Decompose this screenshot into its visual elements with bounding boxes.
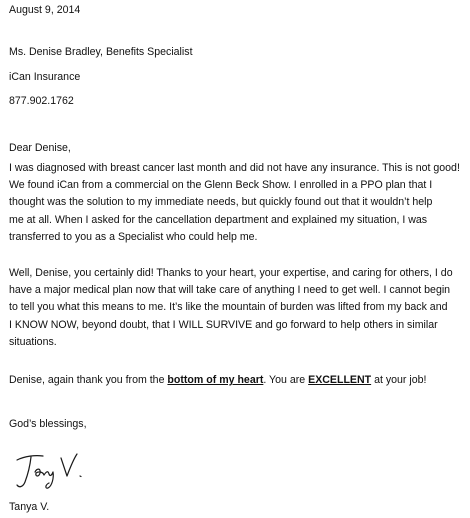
paragraph-line: We found iCan from a commercial on the Glenn Beck Show. I enrolled in a PPO plan that I: [9, 179, 433, 192]
paragraph-gratitude: [9, 265, 464, 351]
recipient-block: [9, 44, 193, 118]
thanks-text: . You are: [263, 374, 309, 386]
thanks-text: Denise, again thank you from the: [9, 374, 168, 386]
emphasis-bottom-of-heart: bottom of my heart: [167, 374, 264, 386]
paragraph-line: situations.: [9, 335, 57, 348]
paragraph-line: I was diagnosed with breast cancer last month and did not have any insurance. This is not good!: [9, 162, 460, 174]
paragraph-diagnosis: [9, 160, 464, 246]
paragraph-line: me at all. When I asked for the cancellation department and explained my situation, I was: [9, 213, 428, 226]
paragraph-line: I KNOW NOW, beyond doubt, that I WILL SURVIVE and go forward to help others in similar: [9, 318, 438, 331]
greeting: Dear Denise,: [9, 142, 71, 154]
signer-name: Tanya V.: [9, 501, 50, 513]
paragraph-thanks: [9, 372, 426, 389]
paragraph-line: thought was the solution to my immediate needs, but quickly found out that it wouldn’t help: [9, 196, 433, 209]
thanks-text: at your job!: [371, 374, 427, 386]
paragraph-line: have a major medical plan now that will take care of anything I need to get well. I cannot begin: [9, 284, 451, 297]
recipient-phone: 877.902.1762: [9, 95, 74, 107]
letter-date: August 9, 2014: [9, 4, 81, 16]
paragraph-line: transferred to you as a Specialist who could help me.: [9, 230, 258, 243]
recipient-name-title: Ms. Denise Bradley, Benefits Specialist: [9, 46, 193, 58]
closing: God’s blessings,: [9, 418, 87, 430]
paragraph-line: Well, Denise, you certainly did! Thanks to your heart, your expertise, and caring for others, I do: [9, 267, 453, 279]
paragraph-line: to tell you what this means to me. It’s like the mountain of burden was lifted from my back and: [9, 301, 448, 314]
recipient-company: iCan Insurance: [9, 70, 81, 83]
handwritten-signature: [13, 450, 93, 492]
emphasis-excellent: EXCELLENT: [308, 374, 372, 386]
